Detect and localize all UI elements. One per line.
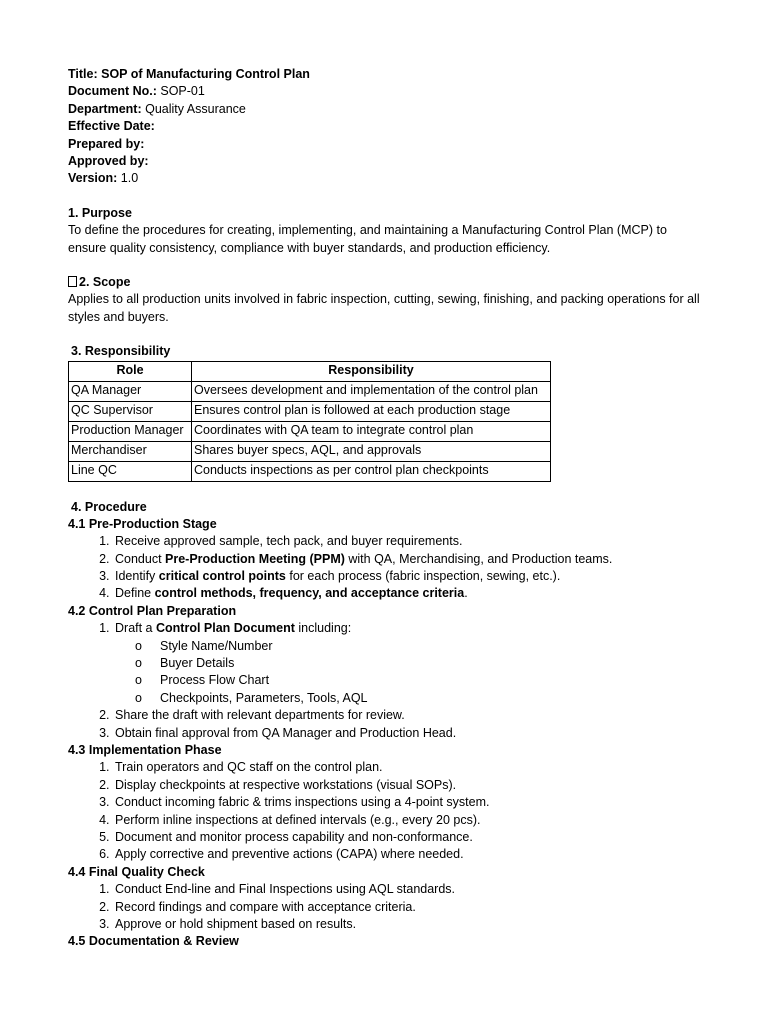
implementation-list	[68, 759, 708, 863]
effective-date-line: Effective Date:	[68, 119, 155, 134]
list-item: 2. Record findings and compare with acceptance criteria.	[113, 899, 708, 916]
department-line: Department: Quality Assurance	[68, 101, 246, 116]
list-item: 3. Identify critical control points for each process (fabric inspection, sewing, etc.).	[113, 568, 708, 585]
scope-heading: 2. Scope	[68, 274, 708, 291]
list-item: 1. Conduct End-line and Final Inspections using AQL standards.	[113, 881, 708, 898]
pre-production-list	[68, 533, 708, 603]
documentation-review-heading: 4.5 Documentation & Review	[68, 934, 239, 949]
responsibility-cell: Oversees development and implementation of the control plan	[192, 381, 551, 401]
role-column-header: Role	[69, 361, 192, 381]
sub-list-item: o Checkpoints, Parameters, Tools, AQL	[135, 690, 708, 707]
responsibility-cell: Ensures control plan is followed at each production stage	[192, 401, 551, 421]
responsibility-heading: 3. Responsibility	[71, 344, 171, 359]
responsibility-cell: Coordinates with QA team to integrate control plan	[192, 421, 551, 441]
final-quality-check-list	[68, 881, 708, 933]
version-line: Version: 1.0	[68, 171, 139, 186]
document-header	[68, 66, 708, 188]
scope-section	[68, 274, 708, 326]
role-cell: Merchandiser	[69, 441, 192, 461]
list-item: 5. Document and monitor process capability and non-conformance.	[113, 829, 708, 846]
missing-glyph-icon	[68, 276, 77, 287]
final-quality-check-heading: 4.4 Final Quality Check	[68, 864, 205, 879]
list-item: 1. Receive approved sample, tech pack, and buyer requirements.	[113, 533, 708, 550]
pre-production-heading: 4.1 Pre-Production Stage	[68, 516, 217, 531]
purpose-section	[68, 205, 708, 257]
responsibility-table	[68, 361, 551, 482]
list-item: 1. Train operators and QC staff on the control plan.	[113, 759, 708, 776]
responsibility-cell: Conducts inspections as per control plan checkpoints	[192, 461, 551, 481]
list-item: 1. Draft a Control Plan Document including: o Style Name/Number o Buyer Details o Process Flow Chart o Checkpoints, Parameters, Tools, AQL	[113, 620, 708, 707]
sub-list-item: o Process Flow Chart	[135, 672, 708, 689]
list-item: 4. Perform inline inspections at defined intervals (e.g., every 20 pcs).	[113, 812, 708, 829]
list-item: 2. Conduct Pre-Production Meeting (PPM) with QA, Merchandising, and Production teams.	[113, 551, 708, 568]
list-item: 2. Share the draft with relevant departments for review.	[113, 707, 708, 724]
table-row	[69, 441, 551, 461]
control-plan-contents-list	[115, 638, 708, 708]
role-cell: Production Manager	[69, 421, 192, 441]
role-cell: QA Manager	[69, 381, 192, 401]
list-item: 2. Display checkpoints at respective workstations (visual SOPs).	[113, 777, 708, 794]
list-item: 3. Obtain final approval from QA Manager and Production Head.	[113, 725, 708, 742]
role-cell: QC Supervisor	[69, 401, 192, 421]
responsibility-column-header: Responsibility	[192, 361, 551, 381]
approved-by-line: Approved by:	[68, 153, 149, 168]
list-item: 3. Approve or hold shipment based on results.	[113, 916, 708, 933]
responsibility-section	[68, 343, 708, 481]
control-plan-preparation-heading: 4.2 Control Plan Preparation	[68, 603, 237, 618]
implementation-heading: 4.3 Implementation Phase	[68, 743, 222, 758]
prepared-by-line: Prepared by:	[68, 136, 145, 151]
table-row	[69, 381, 551, 401]
list-item: 3. Conduct incoming fabric & trims inspections using a 4-point system.	[113, 794, 708, 811]
control-plan-preparation-list	[68, 620, 708, 742]
table-header-row	[69, 361, 551, 381]
sub-list-item: o Style Name/Number	[135, 638, 708, 655]
scope-text: Applies to all production units involved in fabric inspection, cutting, sewing, finishing, and packing operations for all styles and buyers.	[68, 292, 700, 324]
responsibility-cell: Shares buyer specs, AQL, and approvals	[192, 441, 551, 461]
table-row	[69, 401, 551, 421]
purpose-text: To define the procedures for creating, implementing, and maintaining a Manufacturing Control Plan (MCP) to ensure quality consistency, compliance with buyer standards, and production efficiency.	[68, 223, 667, 255]
title-line: Title: SOP of Manufacturing Control Plan	[68, 67, 310, 81]
purpose-heading: 1. Purpose	[68, 205, 132, 220]
table-row	[69, 421, 551, 441]
procedure-section	[68, 499, 708, 951]
procedure-heading: 4. Procedure	[71, 499, 147, 514]
table-row	[69, 461, 551, 481]
document-number-line: Document No.: SOP-01	[68, 84, 205, 99]
sub-list-item: o Buyer Details	[135, 655, 708, 672]
list-item: 6. Apply corrective and preventive actions (CAPA) where needed.	[113, 846, 708, 863]
list-item: 4. Define control methods, frequency, and acceptance criteria.	[113, 585, 708, 602]
role-cell: Line QC	[69, 461, 192, 481]
